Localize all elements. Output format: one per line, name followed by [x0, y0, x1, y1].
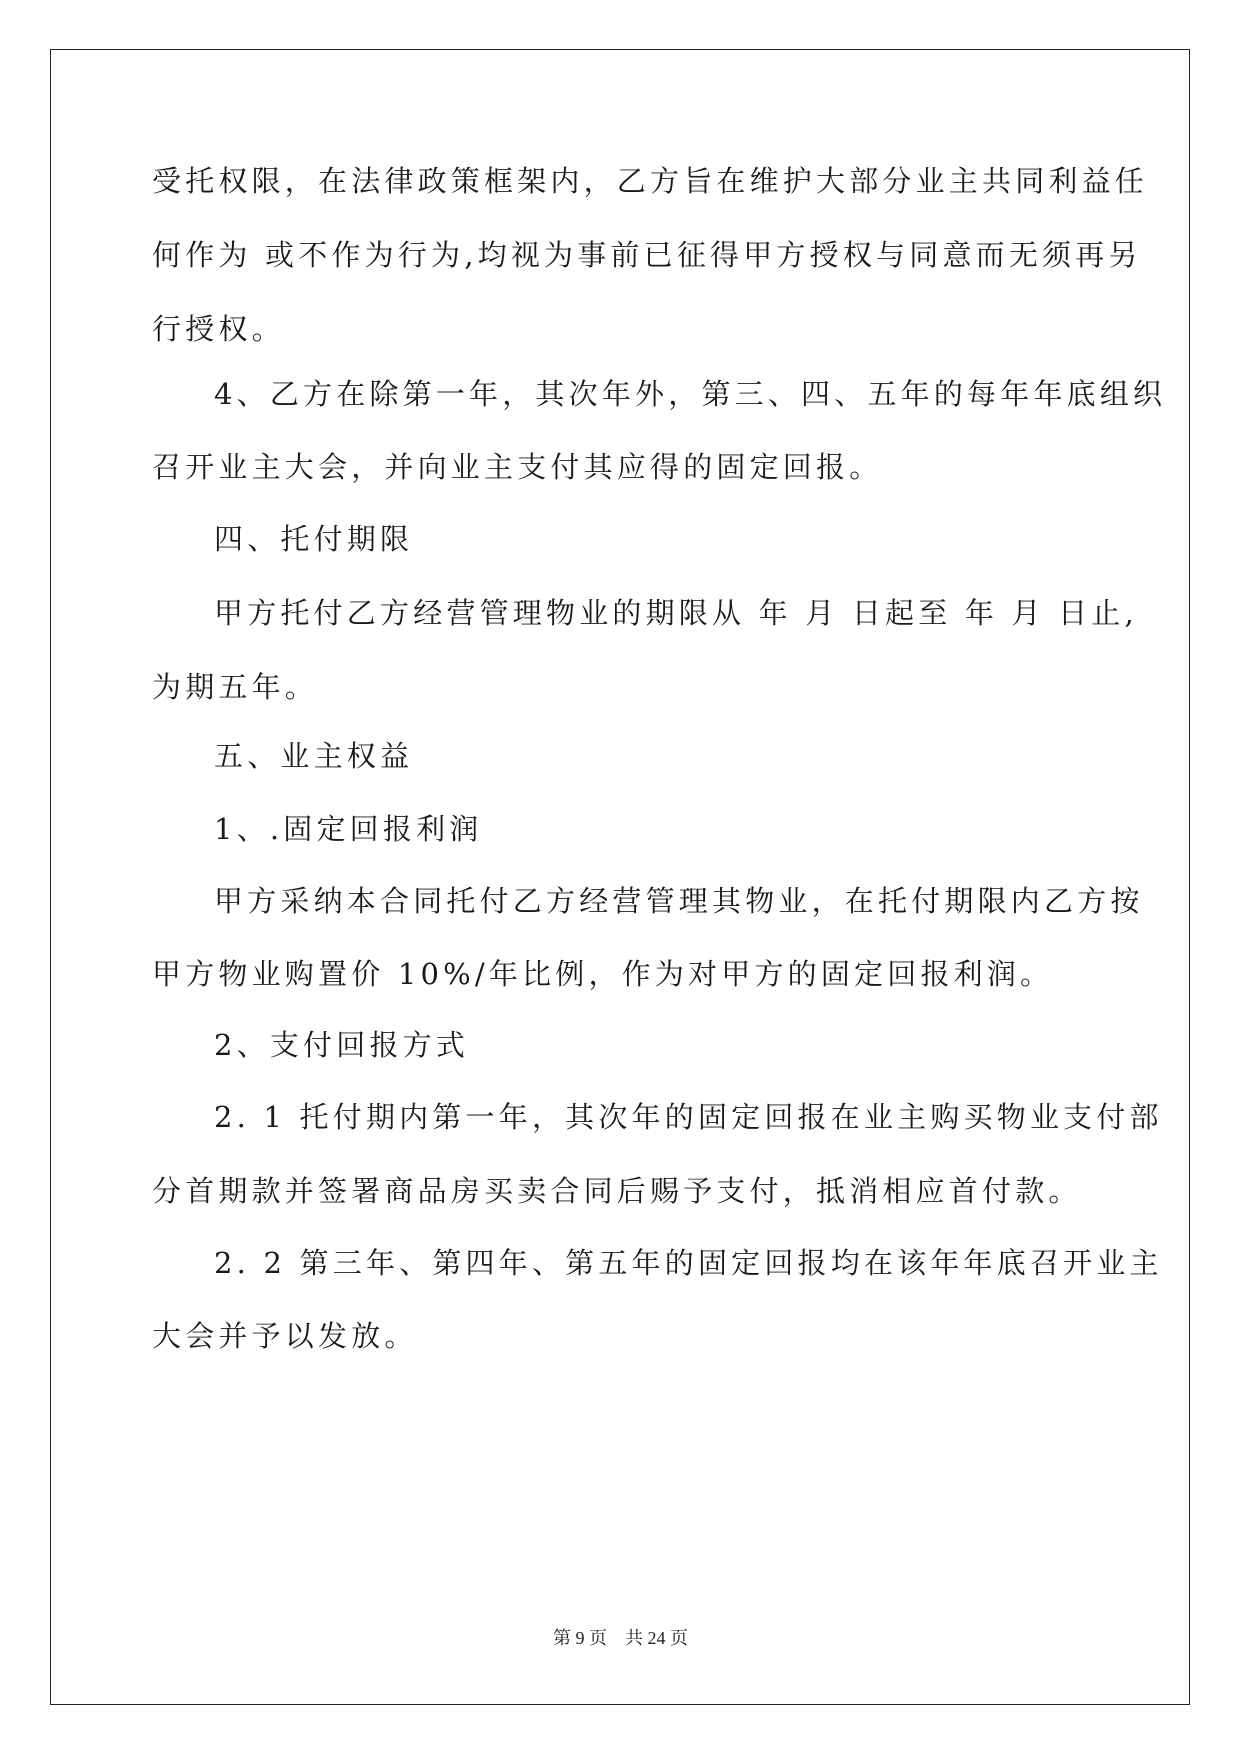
text-line: 甲方托付乙方经营管理物业的期限从 年 月 日起至 年 月 日止,: [214, 596, 1138, 630]
page-number-label: 第 9 页 共 24 页: [553, 1628, 688, 1648]
text-line: 召开业主大会，并向业主支付其应得的固定回报。: [152, 450, 883, 484]
text-line: 4、乙方在除第一年，其次年外，第三、四、五年的每年年底组织: [214, 377, 1167, 411]
text-line: 为期五年。: [152, 670, 319, 704]
text-line: 甲方采纳本合同托付乙方经营管理其物业，在托付期限内乙方按: [214, 884, 1144, 918]
page-footer: [0, 1624, 1241, 1650]
section-heading: 四、托付期限: [214, 522, 414, 556]
text-line: 受托权限，在法律政策框架内，乙方旨在维护大部分业主共同利益任: [152, 164, 1149, 198]
text-line: 甲方物业购置价 10%/年比例，作为对甲方的固定回报利润。: [152, 957, 1054, 991]
section-heading: 五、业主权益: [214, 739, 414, 773]
text-line: 2. 1 托付期内第一年，其次年的固定回报在业主购买物业支付部: [214, 1100, 1163, 1134]
text-line: 分首期款并签署商品房买卖合同后赐予支付，抵消相应首付款。: [152, 1174, 1082, 1208]
text-line: 2. 2 第三年、第四年、第五年的固定回报均在该年年底召开业主: [214, 1246, 1163, 1280]
text-line: 何作为 或不作为行为,均视为事前已征得甲方授权与同意而无须再另: [152, 238, 1142, 272]
text-line: 大会并予以发放。: [152, 1319, 418, 1353]
text-line: 行授权。: [152, 312, 285, 346]
subsection-heading: 2、支付回报方式: [214, 1028, 470, 1062]
subsection-heading: 1、.固定回报利润: [214, 812, 483, 846]
page-border: [50, 49, 1190, 1705]
